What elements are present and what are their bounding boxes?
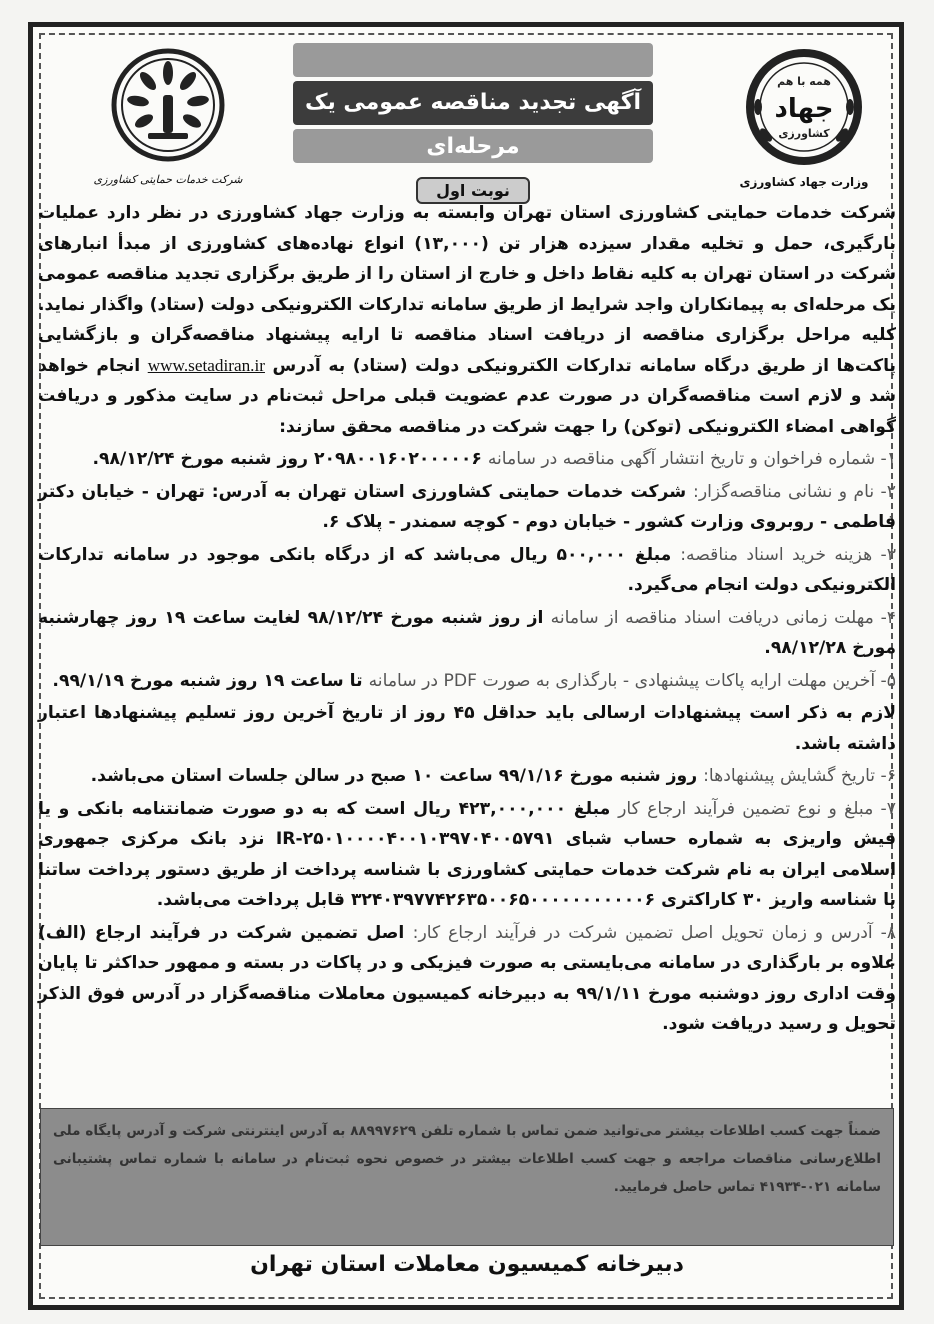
item-2 [38,477,896,538]
ad-title: آگهی تجدید مناقصه عمومی یک مرحله‌ای [293,81,653,125]
support-company-logo [93,45,243,205]
item-4 [38,603,896,664]
intro-text: شرکت خدمات حمایتی کشاورزی استان تهران وابسته به وزارت جهاد کشاورزی در نظر دارد عملیات بارگیری، حمل و تخلیه مقدار سیزده هزار تن (۱۳,۰۰۰) انواع نهاده‌های کشاورزی از مبدأ انبارهای شرکت در استان تهران به کلیه نقاط داخل و خارج از استان را از طریق برگزاری تجدید مناقصه عمومی یک مرحله‌ای به پیمانکاران واجد شرایط از طریق سامانه تدارکات الکترونیکی دولت (ستاد) واگذار نماید. کلیه مراحل برگزاری مناقصه از دریافت اسناد مناقصه تا ارایه پیشنهاد مناقصه‌گران و بازگشایی پاکت‌ها از طریق درگاه سامانه تدارکات الکترونیکی دولت (ستاد) به آدرس [38,203,897,376]
ad-header [33,27,899,217]
item-6 [38,761,896,792]
item-8 [38,918,896,1040]
ministry-caption: وزارت جهاد کشاورزی [739,175,869,189]
contact-note: ضمناً جهت کسب اطلاعات بیشتر می‌توانید ضمن تماس با شماره تلفن ۸۸۹۹۷۶۲۹ به آدرس اینترنتی شرکت و آدرس پایگاه ملی اطلاع‌رسانی مناقصات مراجعه و جهت کسب اطلاعات بیشتر در خصوص نحوه ثبت‌نام در سامانه با شماره تماس پشتیبانی سامانه ۰۲۱-۴۱۹۳۴ تماس حاصل فرمایید. [53,1123,881,1195]
item-7-label: ۷- مبلغ و نوع تضمین فرآیند ارجاع کار [618,798,896,819]
seal-name: جهاد [774,94,834,124]
seal-motto: همه با هم [777,75,831,88]
signature: دبیرخانه کمیسیون معاملات استان تهران [250,1252,684,1277]
item-2-label: ۲- نام و نشانی مناقصه‌گزار: [693,481,896,502]
intro-tail: انجام خواهد شد و لازم است مناقصه‌گران در صورت عدم عضویت قبلی مراحل ثبت‌نام در سایت مذکور و دریافت گواهی امضاء الکترونیکی (توکن) را جهت شرکت در مناقصه محقق سازند: [38,355,896,437]
item-8-label: ۸- آدرس و زمان تحویل اصل تضمین شرکت در فرآیند ارجاع کار: [412,922,897,943]
item-5 [38,666,896,697]
item-5-label: ۵- آخرین مهلت ارایه پاکات پیشنهادی - بارگذاری به صورت PDF در سامانه [368,670,896,691]
support-company-caption: شرکت خدمات حمایتی کشاورزی [93,173,243,186]
item-3-label: ۳- هزینه خرید اسناد مناقصه: [680,544,896,565]
item-1-label: ۱- شماره فراخوان و تاریخ انتشار آگهی مناقصه در سامانه [487,449,896,469]
item-3 [38,540,896,601]
title-bar-top [293,43,653,77]
validity-note: لازم به ذکر است پیشنهادات ارسالی باید حداقل ۴۵ روز از تاریخ آخرین روز تسلیم پیشنهادها اعتبار داشته باشد. [38,703,896,754]
item-1-value: ۲۰۹۸۰۰۱۶۰۲۰۰۰۰۰۶ روز شنبه مورخ ۹۸/۱۲/۲۴. [92,449,482,469]
item-6-label: ۶- تاریخ گشایش پیشنهادها: [703,766,896,786]
item-2-value: شرکت خدمات حمایتی کشاورزی استان تهران به آدرس: تهران - خیابان دکتر فاطمی - روبروی وزارت کشور - خیابان دوم - کوچه سمندر - پلاک ۶. [38,481,896,532]
setadiran-link[interactable]: www.setadiran.ir [147,355,265,375]
jihad-seal-icon [744,47,864,167]
contact-note-box [40,1108,894,1246]
item-6-value: روز شنبه مورخ ۹۹/۱/۱۶ ساعت ۱۰ صبح در سالن جلسات استان می‌باشد. [90,766,698,786]
item-3-value: مبلغ ۵۰۰,۰۰۰ ریال می‌باشد که از درگاه بانکی موجود در سامانه تدارکات الکترونیکی دولت انجام می‌گیرد. [38,544,896,595]
seal-sub: کشاورزی [778,127,830,140]
item-1 [38,444,896,475]
ad-body [38,198,896,1040]
item-5-value: تا ساعت ۱۹ روز شنبه مورخ ۹۹/۱/۱۹. [52,670,363,691]
ministry-logo [739,47,869,197]
item-7 [38,794,896,916]
item-7-value: مبلغ ۴۲۳,۰۰۰,۰۰۰ ریال است که به دو صورت ضمانتنامه بانکی و یا فیش واریزی به شماره حساب شبای IR-۲۵۰۱۰۰۰۰۴۰۰۱۰۳۹۷۰۴۰۰۵۷۹۱ نزد بانک مرکزی جمهوری اسلامی ایران به نام شرکت خدمات حمایتی کشاورزی با شناسه پرداخت از طریق دستور پرداخت ساتنا با شناسه واریز ۳۰ کاراکتری ۳۲۴۰۳۹۷۷۴۲۶۳۵۰۰۶۵۰۰۰۰۰۰۰۰۰۰۰۶ قابل پرداخت می‌باشد. [38,798,897,910]
item-4-label: ۴- مهلت زمانی دریافت اسناد مناقصه از سامانه [550,607,897,628]
item-4-value: از روز شنبه مورخ ۹۸/۱۲/۲۴ لغایت ساعت ۱۹ روز چهارشنبه مورخ ۹۸/۱۲/۲۸. [38,607,896,658]
intro-paragraph [38,198,896,442]
item-8-value: اصل تضمین شرکت در فرآیند ارجاع (الف) علاوه بر بارگذاری در سامانه می‌بایستی به صورت فیزیکی و در پاکات در بسته و ممهور حداکثر تا پایان وقت اداری روز دوشنبه مورخ ۹۹/۱/۱۱ به دبیرخانه کمیسیون معاملات مناقصه‌گزار در آدرس فوق الذکر تحویل و رسید دریافت شود. [38,922,896,1034]
round-label: نوبت اول [416,177,530,204]
wheat-emblem-icon [108,45,228,165]
title-block [283,39,663,209]
